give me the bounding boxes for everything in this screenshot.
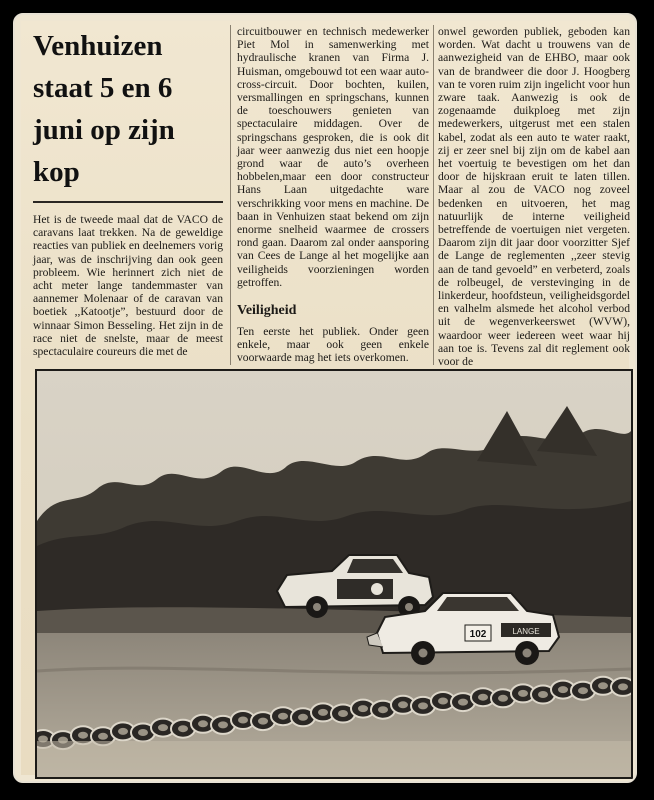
tyre-hole — [318, 709, 328, 716]
photo-illustration — [37, 371, 631, 777]
tyre-hole — [358, 705, 368, 712]
tyre-hole — [258, 718, 268, 725]
column-divider — [230, 25, 231, 365]
tyre-hole — [418, 702, 428, 709]
tyre-hole — [98, 733, 108, 740]
tyre-hole — [118, 728, 128, 735]
tyre-hole — [518, 690, 528, 697]
tyre-hole — [458, 699, 468, 706]
column-1 — [33, 25, 223, 358]
tyre-hole — [198, 720, 208, 727]
tyre-hole — [138, 729, 148, 736]
subhead-veiligheid: Veiligheid — [237, 303, 297, 319]
tyre-hole — [618, 683, 628, 690]
tyre-hole — [158, 724, 168, 731]
tyre-hole — [278, 713, 288, 720]
tyre-hole — [238, 717, 248, 724]
column-2 — [237, 25, 429, 365]
tyre-hole — [298, 714, 308, 721]
tyre-hole — [478, 694, 488, 701]
column-divider — [433, 25, 434, 365]
column-1-text: Het is de tweede maal dat de VACO de caravans laat trekken. Na de geweldige reacties van publiek en deelnemers vorig jaar, was de inschrijving dan ook geen probleem. Wie herinnert zich niet de acht meter lange tandemmaster van aannemer Molenaar of de caravan van boetiek ,,Katootje”, bestuurd door de winnaar Simon Besseling. Het zijn in de race niet de snelste, maar de meest spectaculaire coureurs die met de — [33, 213, 223, 359]
clipping-frame — [13, 13, 637, 783]
tyre-hole — [598, 682, 608, 689]
headline: Venhuizen staat 5 en 6 juni op zijn kop — [33, 25, 223, 203]
tyre-hole — [378, 706, 388, 713]
car-door-text: LANGE — [512, 627, 540, 636]
tyre-hole — [218, 721, 228, 728]
column-3-text: onwel geworden publiek, geboden kan worden. Wat dacht u trouwens van de aanwezigheid van de EHBO, maar ook van de brandweer die door J. Hoogberg van te voren ruim zijn ingelicht voor hun zware taak. Aanwezig is ook de zogenaamde duikploeg met zijn medewerkers, uitgerust met een stalen kabel, zodat als een auto te water raakt, zij er zeer snel bij zijn om de kabel aan het voertuig te bevestigen om het dan door de hijskraan eruit te laten tillen. Maar al zou de VACO nog zoveel bedenken en uitvoeren, het mag natuurlijk de interne veiligheid betreffende de voertuigen niet vergeten. Daarom zijn dit jaar door voorzitter Sjef de Lange de reglementen ,,zeer stevig aan de tand gevoeld” en verbeterd, zoals de rolbeugel, de verstevinging in de linkerdeur, hoofdsteun, veiligheidsgordel en valhelm alsmede het alcohol verbod uit de wegenverkeerswet (WVW), waardoor weer iedereen weet waar hij aan toe is. Tevens zal dit reglement ook voor de — [438, 25, 630, 369]
tyre-hole — [338, 710, 348, 717]
car-number: 102 — [469, 629, 487, 640]
column-2-text: circuitbouwer en technisch medewerker Piet Mol in samenwerking met hydraulische kranen van Firma J. Huisman, omgebouwd tot een waar auto-cross-circuit. Door bochten, kuilen, versmallingen en springschans, kunnen de toeschouwers genieten van spectaculaire middagen. Over de springschans gesproken, die is ook dit jaar weer aanwezig dus niet een hoopje grond waar de auto’s overheen hobbelen,maar een door constructeur Hans Laan uitgedachte ware verschrikking voor mens en machine. De baan in Venhuizen staat bekend om zijn enorme snelheid waarmee de crossers rond gaan. Daarom zal onder aansporing van Cees de Lange al het mogelijke aan veiligheids voorzieningen worden getroffen. — [237, 25, 429, 289]
tyre-hole — [558, 686, 568, 693]
tyre-hole — [398, 701, 408, 708]
tyre-hole — [578, 687, 588, 694]
tyre-hole — [178, 725, 188, 732]
newspaper-page — [21, 21, 629, 775]
column-2-text-continued: Ten eerste het publiek. Onder geen enkele, maar ook geen enkele voorwaarde mag het iets overkomen. — [237, 325, 429, 365]
tyre-hole — [498, 695, 508, 702]
tyre-hole — [438, 698, 448, 705]
column-3 — [438, 25, 630, 368]
autocross-photo — [35, 369, 633, 779]
tyre-hole — [78, 732, 88, 739]
tyre-hole — [538, 691, 548, 698]
